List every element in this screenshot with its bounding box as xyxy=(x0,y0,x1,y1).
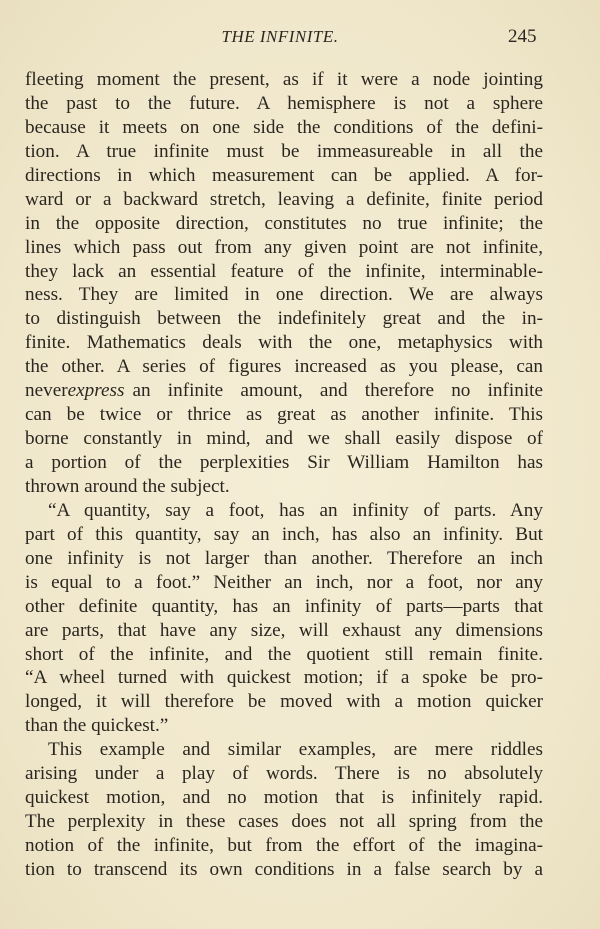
text-line: quickest motion, and no motion that is infinitely rapid. xyxy=(25,787,543,809)
text-line: are parts, that have any size, will exhaust any dimensions xyxy=(25,619,543,641)
text-line: borne constantly in mind, and we shall easily dispose of xyxy=(25,428,543,450)
text-line: they lack an essential feature of the infinite, interminable- xyxy=(25,260,543,282)
text-line: can be twice or thrice as great as another infinite. This xyxy=(25,404,543,426)
text-line: directions in which measurement can be applied. A for- xyxy=(25,164,543,186)
text-line: tion. A true infinite must be immeasureable in all the xyxy=(25,140,543,162)
text-line: in the opposite direction, constitutes no true infinite; the xyxy=(25,212,543,234)
text-line: notion of the infinite, but from the effort of the imagina- xyxy=(25,835,543,856)
text-line-with-italic xyxy=(25,379,543,403)
text-line: “A quantity, say a foot, has an infinity of parts. Any xyxy=(48,499,543,521)
page-number: 245 xyxy=(508,26,537,47)
text-line: The perplexity in these cases does not all spring from the xyxy=(25,811,543,833)
running-header: THE INFINITE. xyxy=(221,27,339,46)
page-body-text xyxy=(25,68,543,882)
text-line: one infinity is not larger than another. Therefore an inch xyxy=(25,547,543,569)
text-line: This example and similar examples, are mere riddles xyxy=(48,739,543,761)
text-line: ness. They are limited in one direction. We are always xyxy=(25,284,543,306)
text-line: fleeting moment the present, as if it were a node jointing xyxy=(25,69,543,90)
text-line: part of this quantity, say an inch, has also an infinity. But xyxy=(25,523,543,545)
text-line: arising under a play of words. There is no absolutely xyxy=(25,763,543,785)
text-segment: never xyxy=(25,380,68,402)
text-line: to distinguish between the indefinitely great and the in- xyxy=(25,308,543,330)
text-segment: an infinite amount, and therefore no infinite xyxy=(132,380,543,402)
text-line: a portion of the perplexities Sir William Hamilton has xyxy=(25,452,543,473)
text-line: lines which pass out from any given point are not infinite, xyxy=(25,236,543,258)
text-line: thrown around the subject. xyxy=(25,475,230,497)
text-line: longed, it will therefore be moved with a motion quicker xyxy=(25,691,543,713)
text-line: finite. Mathematics deals with the one, metaphysics with xyxy=(25,332,543,354)
text-line: “A wheel turned with quickest motion; if a spoke be pro- xyxy=(25,667,543,689)
text-line: is equal to a foot.” Neither an inch, nor a foot, nor any xyxy=(25,571,543,593)
italic-word: express xyxy=(67,380,125,402)
text-line: the other. A series of figures increased as you please, can xyxy=(25,356,543,378)
text-line: ward or a backward stretch, leaving a definite, finite period xyxy=(25,188,543,210)
text-line: than the quickest.” xyxy=(25,715,169,737)
text-line: because it meets on one side the conditions of the defini- xyxy=(25,116,543,138)
text-line: tion to transcend its own conditions in a false search by a xyxy=(25,858,543,880)
text-line: short of the infinite, and the quotient still remain finite. xyxy=(25,643,543,665)
text-line: the past to the future. A hemisphere is not a sphere xyxy=(25,92,543,114)
text-line: other definite quantity, has an infinity of parts—parts that xyxy=(25,595,543,617)
